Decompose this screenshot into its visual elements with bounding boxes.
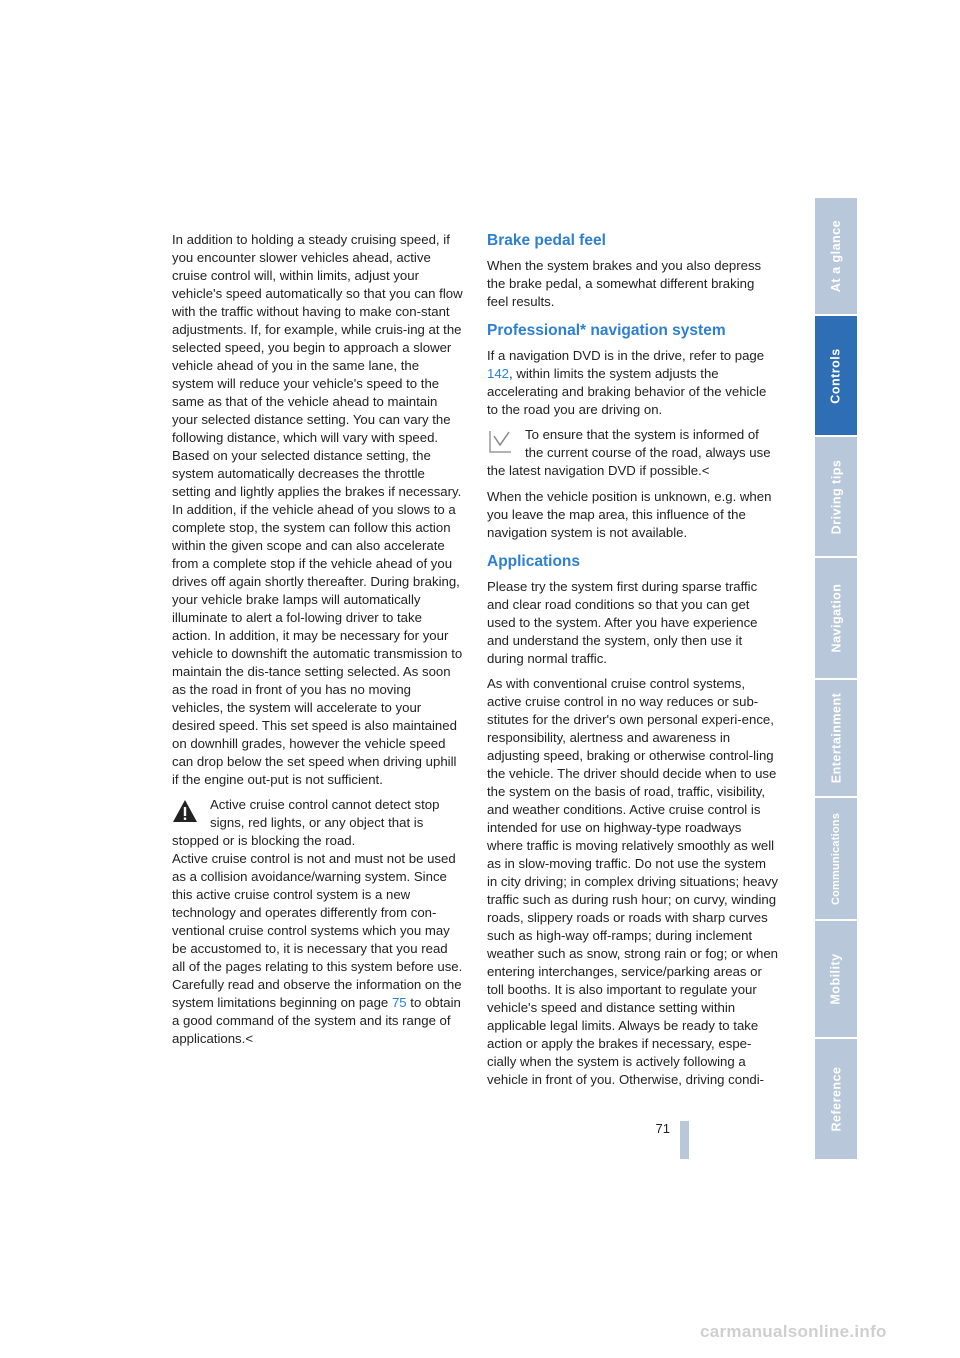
warning-second-line: stopped or is blocking the road. bbox=[172, 833, 356, 848]
page-ref-142-link[interactable]: 142 bbox=[487, 366, 510, 381]
warning-body-end: to obtain a good command of the system and its range of applications. bbox=[172, 995, 461, 1046]
intro-paragraph: In addition to holding a steady cruising speed, if you encounter slower vehicles ahead, active cruise control will, within limits, adjust your vehicle's speed automatically so that you can flow with the traffic without having to make con-stant adjustments. If, for example, while cruis-ing at the selected speed, you begin to approach a slower vehicle ahead of you in the same lane, the system will reduce your vehicle's speed to the same as that of the vehicle ahead to maintain your selected distance setting. You can vary the following distance, which will vary with speed. Based on your selected distance setting, the system automatically decreases the throttle setting and lightly applies the brakes if necessary. In addition, if the vehicle ahead of you slows to a complete stop, the system can follow this action within the given scope and can also accelerate from a complete stop if the vehicle ahead of you drives off again shortly thereafter. During braking, your vehicle brake lamps will automatically illuminate to alert a fol-lowing driver to take action. In addition, it may be necessary for your vehicle to downshift the automatic transmission to maintain the dis-tance setting selected. As soon as the road in front of you has no moving vehicles, the system will accelerate to your desired speed. This set speed is also maintained on downhill grades, however the vehicle speed can drop below the set speed when driving uphill if the engine out-put is not sufficient. bbox=[172, 232, 463, 787]
note-check-icon bbox=[487, 428, 513, 454]
navigation-text-2: When the vehicle position is unknown, e.g. when you leave the map area, this influence of the navigation system is not available. bbox=[487, 489, 772, 540]
applications-text-1: Please try the system first during sparse traffic and clear road conditions so that you can get used to the system. After you have experience and understand the system, only then use it during normal traffic. bbox=[487, 579, 758, 666]
navigation-text: If a navigation DVD is in the drive, refer to page 142, within limits the system adjusts the accelerating and braking behavior of the vehicle to the road you are driving on. bbox=[487, 348, 767, 417]
brake-pedal-text: When the system brakes and you also depress the brake pedal, a somewhat different braking feel results. bbox=[487, 258, 762, 309]
navigation-heading: Professional* navigation system bbox=[487, 322, 726, 339]
warning-triangle-icon bbox=[172, 798, 198, 824]
tab-at-a-glance[interactable]: At a glance bbox=[815, 198, 857, 314]
navigation-note-end-mark: < bbox=[701, 463, 710, 478]
page-ref-75-link[interactable]: 75 bbox=[391, 995, 407, 1010]
tab-reference[interactable]: Reference bbox=[815, 1039, 857, 1159]
warning-end-mark: < bbox=[245, 1031, 254, 1046]
warning-body: Active cruise control is not and must not be used as a collision avoidance/warning system. Since this active cruise control system is a new technology and operates differently from con-ventional cruise control systems which you may be accustomed to, it is necessary that you read all of the pages relating to this system before use. Carefully read and observe the information on the system limitations beginning on page bbox=[172, 851, 463, 1010]
warning-note bbox=[172, 796, 464, 1048]
tab-controls[interactable]: Controls bbox=[815, 316, 857, 435]
tab-mobility[interactable]: Mobility bbox=[815, 921, 857, 1037]
applications-heading: Applications bbox=[487, 553, 581, 570]
navigation-note-first: To ensure that the system is informed of the current course of the road, always use bbox=[525, 427, 771, 460]
watermark: carmanualsonline.info bbox=[700, 1322, 887, 1341]
page-number: 71 bbox=[655, 1121, 670, 1136]
warning-first-line: Active cruise control cannot detect stop signs, red lights, or any object that is bbox=[210, 797, 440, 830]
tab-entertainment[interactable]: Entertainment bbox=[815, 680, 857, 796]
brake-pedal-heading: Brake pedal feel bbox=[487, 232, 606, 249]
page-marker-bar bbox=[680, 1121, 689, 1159]
left-column bbox=[172, 231, 464, 1056]
tab-communications[interactable]: Communications bbox=[815, 798, 857, 919]
tab-navigation[interactable]: Navigation bbox=[815, 558, 857, 678]
navigation-note-rest: the latest navigation DVD if possible. bbox=[487, 463, 702, 478]
applications-text-2: As with conventional cruise control systems, active cruise control in no way reduces or sub-stitutes for the driver's own personal experi-ence, responsibility, alertness and awareness in adjusting speed, braking or otherwise control-ling the vehicle. The driver should decide when to use the system on the basis of road, traffic, visibility, and weather conditions. Active cruise control is intended for use on highway-type roadways where traffic is moving relatively smoothly as well as in slow-moving traffic. Do not use the system in city driving; in complex driving situations; heavy traffic such as during rush hour; on curvy, winding roads, slippery roads or roads with sharp curves such as high-way off-ramps; during inclement weather such as snow, strong rain or fog; or when entering interchanges, service/parking areas or toll booths. It is also important to regulate your vehicle's speed and distance setting within applicable legal limits. Always be ready to take action or apply the brakes if necessary, espe-cially when the system is actively following a vehicle in front of you. Otherwise, driving condi- bbox=[487, 676, 779, 1087]
tab-driving-tips[interactable]: Driving tips bbox=[815, 437, 857, 556]
right-column bbox=[487, 231, 779, 1096]
navigation-note bbox=[487, 426, 779, 480]
